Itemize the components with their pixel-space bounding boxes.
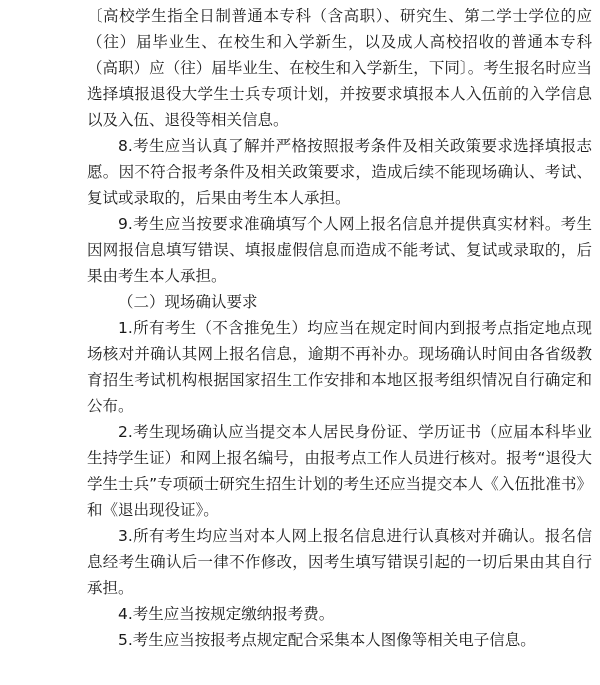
paragraph-item-1: 1.所有考生（不含推免生）均应当在规定时间内到报考点指定地点现场核对并确认其网上报名信息，逾期不再补办。现场确认时间由各省级教育招生考试机构根据国家招生工作安排和本地区报考组织情况自行确定和公布。: [87, 319, 592, 415]
paragraph-item-8: 8.考生应当认真了解并严格按照报考条件及相关政策要求选择填报志愿。因不符合报考条件及相关政策要求，造成后续不能现场确认、考试、复试或录取的，后果由考生本人承担。: [87, 137, 592, 207]
paragraph-item-2: 2.考生现场确认应当提交本人居民身份证、学历证书（应届本科毕业生持学生证）和网上报名编号，由报考点工作人员进行核对。报考“退役大学生士兵”专项硕士研究生招生计划的考生还应当提交本人《入伍批准书》和《退出现役证》。: [87, 423, 592, 519]
paragraph-item-9: 9.考生应当按要求准确填写个人网上报名信息并提供真实材料。考生因网报信息填写错误、填报虚假信息而造成不能考试、复试或录取的，后果由考生本人承担。: [87, 215, 592, 285]
section-heading: （二）现场确认要求: [118, 293, 258, 311]
paragraph-item-5: 5.考生应当按报考点规定配合采集本人图像等相关电子信息。: [118, 631, 536, 649]
paragraph-continuation: 〔高校学生指全日制普通本专科（含高职）、研究生、第二学士学位的应（往）届毕业生、在校生和入学新生，以及成人高校招收的普通本专科（高职）应（往）届毕业生、在校生和入学新生，下同〕。考生报名时应当选择填报退役大学生士兵专项计划，并按要求填报本人入伍前的入学信息以及入伍、退役等相关信息。: [87, 7, 592, 129]
paragraph-item-3: 3.所有考生均应当对本人网上报名信息进行认真核对并确认。报名信息经考生确认后一律不作修改，因考生填写错误引起的一切后果由其自行承担。: [87, 527, 592, 597]
paragraph-item-4: 4.考生应当按规定缴纳报考费。: [118, 605, 335, 623]
